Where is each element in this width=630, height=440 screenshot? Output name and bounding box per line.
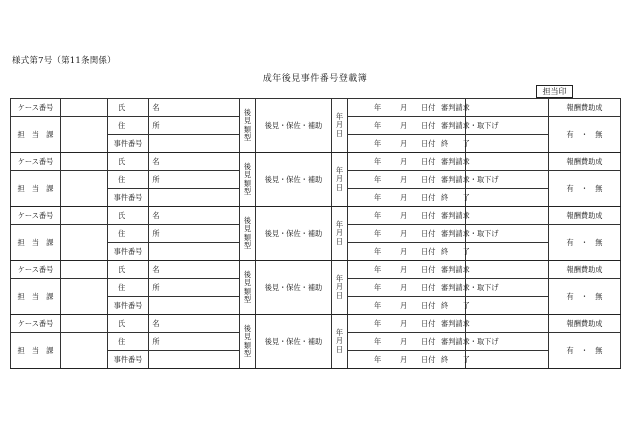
staff-value[interactable] [61,279,108,315]
case-no-value[interactable] [149,351,240,369]
guardian-types: 後見・保佐・補助 [256,207,332,261]
case-number-label: ケース番号 [11,99,61,117]
case-number-label: ケース番号 [11,261,61,279]
date-cell[interactable] [348,153,470,171]
note-cell[interactable] [466,135,549,153]
case-no-value[interactable] [149,189,240,207]
yes-no-label[interactable]: 有 ・ 無 [549,225,621,261]
staff-label: 担 当 課 [11,171,61,207]
year-label: 年 [374,247,382,256]
event-label: 終 了 [441,139,470,148]
note-cell[interactable] [466,99,549,117]
guardian-type-label: 後見類型 [240,261,256,315]
date-vertical-label: 年月日 [332,99,348,153]
case-no-label: 事件番号 [108,351,149,369]
yes-no-label[interactable]: 有 ・ 無 [549,171,621,207]
note-cell[interactable] [466,153,549,171]
guardian-type-label: 後見類型 [240,207,256,261]
staff-label: 担 当 課 [11,117,61,153]
case-number-label: ケース番号 [11,315,61,333]
staff-label: 担 当 課 [11,333,61,369]
fee-aid-label: 報酬費助成 [549,261,621,279]
table-row [11,207,621,225]
case-number-value[interactable] [61,207,108,225]
year-label: 年 [374,157,382,166]
case-number-label: ケース番号 [11,153,61,171]
case-no-value[interactable] [149,297,240,315]
date-cell[interactable] [348,225,499,243]
yes-no-label[interactable]: 有 ・ 無 [549,279,621,315]
year-label: 年 [374,319,382,328]
day-label: 日付 [421,355,436,364]
note-cell[interactable] [466,207,549,225]
case-number-label: ケース番号 [11,207,61,225]
case-no-value[interactable] [149,135,240,153]
day-label: 日付 [421,319,436,328]
year-label: 年 [374,139,382,148]
day-label: 日付 [421,211,436,220]
case-no-label: 事件番号 [108,243,149,261]
event-label: 終 了 [441,301,470,310]
month-label: 月 [400,157,408,166]
note-cell[interactable] [466,243,549,261]
day-label: 日付 [421,229,436,238]
date-vertical-label: 年月日 [332,153,348,207]
note-cell[interactable] [466,261,549,279]
address-label: 住 所 [108,117,149,135]
name-label: 氏 名 [108,99,149,117]
year-label: 年 [374,355,382,364]
year-label: 年 [374,337,382,346]
year-label: 年 [374,229,382,238]
case-no-value[interactable] [149,243,240,261]
case-no-label: 事件番号 [108,135,149,153]
year-label: 年 [374,301,382,310]
year-label: 年 [374,265,382,274]
month-label: 月 [400,265,408,274]
fee-aid-label: 報酬費助成 [549,315,621,333]
document-title: 成年後見事件番号登載簿 [262,74,368,84]
month-label: 月 [400,121,408,130]
year-label: 年 [374,283,382,292]
guardian-types: 後見・保佐・補助 [256,261,332,315]
date-vertical-label: 年月日 [332,315,348,369]
date-cell[interactable] [348,351,470,369]
month-label: 月 [400,301,408,310]
yes-no-label[interactable]: 有 ・ 無 [549,333,621,369]
table-row [11,261,621,279]
guardian-type-label: 後見類型 [240,315,256,369]
year-label: 年 [374,193,382,202]
month-label: 月 [400,103,408,112]
year-label: 年 [374,121,382,130]
guardian-types: 後見・保佐・補助 [256,99,332,153]
event-label: 終 了 [441,247,470,256]
day-label: 日付 [421,301,436,310]
staff-label: 担 当 課 [11,279,61,315]
date-cell[interactable] [348,243,470,261]
event-label: 終 了 [441,193,470,202]
name-label: 氏 名 [108,261,149,279]
date-vertical-label: 年月日 [332,207,348,261]
month-label: 月 [400,247,408,256]
guardian-types: 後見・保佐・補助 [256,153,332,207]
event-label: 審判請求 [441,319,470,328]
month-label: 月 [400,229,408,238]
address-label: 住 所 [108,333,149,351]
day-label: 日付 [421,247,436,256]
address-label: 住 所 [108,171,149,189]
guardian-type-label: 後見類型 [240,153,256,207]
guardian-type-label: 後見類型 [240,99,256,153]
date-cell[interactable] [348,189,470,207]
event-label: 審判請求・取下げ [441,229,499,238]
event-label: 審判請求 [441,265,470,274]
note-cell[interactable] [466,189,549,207]
day-label: 日付 [421,265,436,274]
case-number-value[interactable] [61,153,108,171]
event-label: 審判請求 [441,157,470,166]
table-row [11,153,621,171]
staff-value[interactable] [61,225,108,261]
note-cell[interactable] [466,351,549,369]
case-number-value[interactable] [61,261,108,279]
fee-aid-label: 報酬費助成 [549,99,621,117]
month-label: 月 [400,211,408,220]
case-no-label: 事件番号 [108,297,149,315]
staff-label: 担 当 課 [11,225,61,261]
day-label: 日付 [421,337,436,346]
month-label: 月 [400,139,408,148]
month-label: 月 [400,319,408,328]
case-number-value[interactable] [61,99,108,117]
table-row [11,315,621,333]
event-label: 審判請求 [441,211,470,220]
day-label: 日付 [421,121,436,130]
guardian-types: 後見・保佐・補助 [256,315,332,369]
staff-value[interactable] [61,171,108,207]
case-number-value[interactable] [61,315,108,333]
day-label: 日付 [421,175,436,184]
register-table [10,98,621,369]
stamp-box: 担当印 [536,85,573,98]
date-cell[interactable] [348,333,499,351]
day-label: 日付 [421,283,436,292]
date-cell[interactable] [348,117,499,135]
year-label: 年 [374,175,382,184]
event-label: 審判請求・取下げ [441,175,499,184]
note-cell[interactable] [466,315,549,333]
date-cell[interactable] [348,261,470,279]
date-cell[interactable] [348,279,499,297]
year-label: 年 [374,103,382,112]
address-label: 住 所 [108,225,149,243]
month-label: 月 [400,355,408,364]
staff-value[interactable] [61,333,108,369]
event-label: 審判請求・取下げ [441,283,499,292]
name-label: 氏 名 [108,207,149,225]
event-label: 審判請求 [441,103,470,112]
day-label: 日付 [421,157,436,166]
date-cell[interactable] [348,99,470,117]
date-cell[interactable] [348,297,470,315]
event-label: 終 了 [441,355,470,364]
day-label: 日付 [421,193,436,202]
table-row [11,99,621,117]
date-cell[interactable] [348,315,470,333]
date-vertical-label: 年月日 [332,261,348,315]
date-cell[interactable] [348,207,470,225]
form-number: 様式第7号（第11条関係） [12,56,116,66]
case-no-label: 事件番号 [108,189,149,207]
event-label: 審判請求・取下げ [441,121,499,130]
address-label: 住 所 [108,279,149,297]
month-label: 月 [400,337,408,346]
staff-value[interactable] [61,117,108,153]
month-label: 月 [400,175,408,184]
date-cell[interactable] [348,135,470,153]
name-label: 氏 名 [108,315,149,333]
date-cell[interactable] [348,171,499,189]
yes-no-label[interactable]: 有 ・ 無 [549,117,621,153]
day-label: 日付 [421,103,436,112]
day-label: 日付 [421,139,436,148]
event-label: 審判請求・取下げ [441,337,499,346]
year-label: 年 [374,211,382,220]
month-label: 月 [400,193,408,202]
fee-aid-label: 報酬費助成 [549,153,621,171]
fee-aid-label: 報酬費助成 [549,207,621,225]
note-cell[interactable] [466,297,549,315]
month-label: 月 [400,283,408,292]
name-label: 氏 名 [108,153,149,171]
